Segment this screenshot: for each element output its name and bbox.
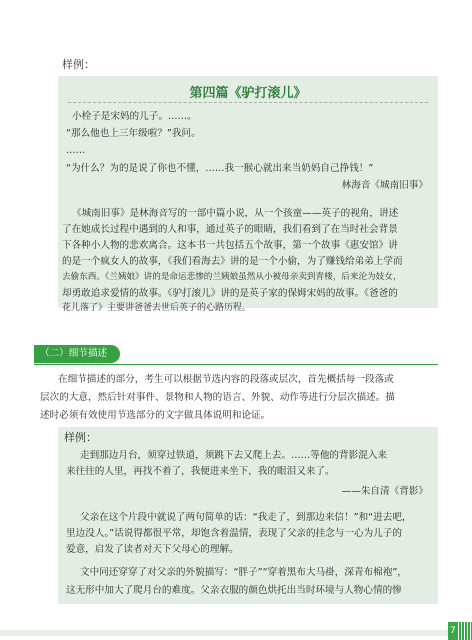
title-divider — [68, 102, 428, 103]
page-number-text: 7 — [450, 626, 456, 636]
paragraph-line: 的是一个疯女人的故事，《我们看海去》讲的是一个小偷，为了赚钱给弟弟上学而 — [62, 256, 403, 267]
example-card-2 — [58, 427, 438, 604]
paragraph-line: 《城南旧事》是林海音写的一部中篇小说，从一个孩童——英子的视角，讲述 — [72, 208, 399, 219]
paragraph-line: 里边没人。”话说得都很平常，却饱含着温情，表现了父亲的挂念与一心为儿子的 — [66, 528, 402, 539]
attribution: 林海音《城南旧事》 — [341, 180, 428, 191]
section-paragraph-line: 述时必须有效使用节选部分的文字做具体说明和论证。 — [40, 410, 271, 421]
section-paragraph-line: 层次的大意，然后针对事件、景物和人物的语言、外貌、动作等进行分层次描述。描 — [40, 392, 395, 403]
quote-line: …… — [66, 145, 86, 156]
quote-line: 来往往的人里，再找不着了，我便进来坐下，我的眼泪又来了。 — [66, 466, 335, 477]
attribution: ——朱自清《背影》 — [341, 486, 428, 497]
example-card-1 — [58, 76, 438, 313]
card-title: 第四篇《驴打滚儿》 — [189, 86, 307, 101]
quote-line: “为什么？为的是说了你也不懂，……我一猴心就出来当奶妈自己挣钱！” — [66, 163, 374, 174]
paragraph-line: 文中同还穿穿了对父亲的外貌描写：“胖子”“穿着黑布大马褂，深青布棉袍”， — [80, 567, 407, 578]
paragraph-line: 爱意，启发了读者对天下父母心的理解。 — [66, 544, 239, 555]
paragraph-line: 却勇敢追求爱情的故事。《驴打滚儿》讲的是英子家的保姆宋妈的故事。《爸爸的 — [62, 288, 398, 299]
section-paragraph-line: 在细节描述的部分，考生可以根据节选内容的段落或层次，首先概括每一段落或 — [58, 374, 394, 385]
quote-line: “那么他也上三年级啦？”我问。 — [66, 128, 201, 139]
quote-line: 走到那边月台，须穿过铁道，须跳下去又爬上去。……等他的背影混入来 — [80, 450, 387, 461]
example-label: 样例： — [62, 58, 95, 71]
paragraph-line: 下各种小人物的悲欢离合。这本书一共包括五个故事，第一个故事《惠安馆》讲 — [62, 240, 398, 251]
paragraph-line: 这无形中加大了爬月台的难度。父亲衣服的颜色烘托出当时环境与人物心情的惨 — [66, 585, 402, 596]
section-divider — [34, 364, 438, 365]
section-heading: （二）细节描述 — [34, 345, 120, 363]
paragraph-line: 了在她成长过程中遇到的人和事，通过英子的眼睛，我们看到了在当时社会背景 — [62, 224, 398, 235]
paragraph-line: 去偷东西。《兰姨娘》讲的是命运悲惨的兰姨娘虽然从小被母亲卖到青楼，后来沦为妓女， — [62, 272, 402, 282]
example-label: 样例： — [64, 431, 97, 444]
paragraph-line: 花儿落了》主要讲爸爸去世后英子的心路历程。 — [62, 303, 252, 313]
page-number — [448, 622, 472, 640]
quote-line: 小栓子是宋妈的儿子。……。 — [72, 111, 197, 122]
paragraph-line: 父亲在这个片段中就说了两句简单的话：“我走了，到那边来信！”和“进去吧， — [80, 512, 412, 523]
footer-bar — [0, 630, 472, 636]
